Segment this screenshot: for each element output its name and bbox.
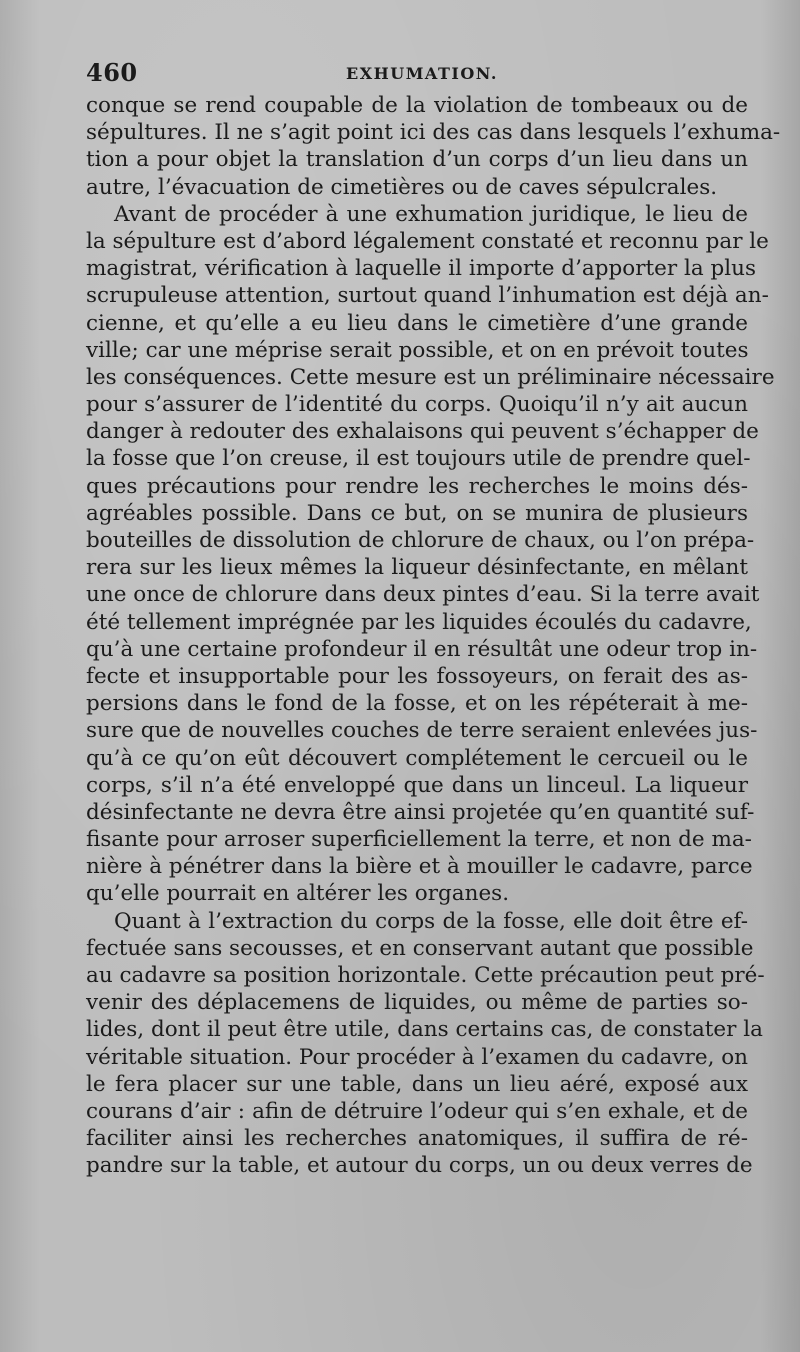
text-line: qu’à une certaine profondeur il en résultât une odeur trop in- — [86, 636, 758, 662]
text-line: agréables possible. Dans ce but, on se munira de plusieurs — [86, 500, 748, 526]
text-line: fisante pour arroser superficiellement la terre, et non de ma- — [86, 827, 752, 853]
text-line: conque se rend coupable de la violation de tombeaux ou de — [86, 93, 748, 118]
running-head — [86, 58, 748, 90]
text-line: qu’elle pourrait en altérer les organes. — [86, 881, 510, 907]
text-line: Quant à l’extraction du corps de la fosse, elle doit être ef- — [114, 908, 748, 934]
text-line: scrupuleuse attention, surtout quand l’inhumation est déjà an- — [86, 283, 769, 309]
text-line: tion a pour objet la translation d’un corps d’un lieu dans un — [86, 147, 748, 173]
text-line: été tellement imprégnée par les liquides écoulés du cadavre, — [86, 609, 752, 635]
body-text — [86, 92, 781, 1180]
text-line: magistrat, vérification à laquelle il importe d’apporter la plus — [86, 256, 756, 282]
text-line: ville; car une méprise serait possible, et on en prévoit toutes — [86, 337, 749, 363]
text-line: les conséquences. Cette mesure est un préliminaire nécessaire — [86, 364, 775, 390]
text-line: nière à pénétrer dans la bière et à mouiller le cadavre, parce — [86, 854, 753, 880]
text-line: qu’à ce qu’on eût découvert complétement le cercueil ou le — [86, 745, 748, 771]
text-line: faciliter ainsi les recherches anatomiques, il suffira de ré- — [86, 1126, 748, 1152]
text-line: Avant de procéder à une exhumation juridique, le lieu de — [114, 201, 748, 227]
text-line: fectuée sans secousses, et en conservant autant que possible — [86, 935, 754, 961]
text-line: sure que de nouvelles couches de terre seraient enlevées jus- — [86, 718, 758, 744]
text-line: fecte et insupportable pour les fossoyeurs, on ferait des as- — [86, 663, 748, 689]
text-line: venir des déplacemens de liquides, ou même de parties so- — [86, 990, 748, 1016]
text-line: au cadavre sa position horizontale. Cette précaution peut pré- — [86, 963, 765, 988]
text-line: pour s’assurer de l’identité du corps. Quoiqu’il n’y ait aucun — [86, 392, 748, 418]
running-title: EXHUMATION. — [346, 64, 498, 83]
text-line: cienne, et qu’elle a eu lieu dans le cimetière d’une grande — [86, 310, 748, 336]
text-line: une once de chlorure dans deux pintes d’eau. Si la terre avait — [86, 582, 760, 608]
text-line: rera sur les lieux mêmes la liqueur désinfectante, en mêlant — [86, 555, 748, 581]
text-line: bouteilles de dissolution de chlorure de chaux, ou l’on prépa- — [86, 528, 755, 553]
text-line: pandre sur la table, et autour du corps, un ou deux verres de — [86, 1153, 753, 1179]
text-line: persions dans le fond de la fosse, et on les répéterait à me- — [86, 691, 748, 717]
text-line: sépultures. Il ne s’agit point ici des cas dans lesquels l’exhuma- — [86, 120, 781, 146]
text-line: danger à redouter des exhalaisons qui peuvent s’échapper de — [86, 419, 759, 445]
text-line: ques précautions pour rendre les recherches le moins dés- — [86, 473, 748, 499]
text-line: autre, l’évacuation de cimetières ou de caves sépulcrales. — [86, 174, 718, 200]
text-line: la sépulture est d’abord légalement constaté et reconnu par le — [86, 228, 769, 254]
text-line: la fosse que l’on creuse, il est toujours utile de prendre quel- — [86, 446, 751, 472]
text-line: corps, s’il n’a été enveloppé que dans un linceul. La liqueur — [86, 772, 748, 798]
text-line: véritable situation. Pour procéder à l’examen du cadavre, on — [86, 1044, 749, 1070]
page-number: 460 — [86, 58, 138, 87]
text-line: courans d’air : afin de détruire l’odeur qui s’en exhale, et de — [86, 1098, 748, 1124]
text-line: le fera placer sur une table, dans un lieu aéré, exposé aux — [86, 1071, 748, 1097]
text-line: lides, dont il peut être utile, dans certains cas, de constater la — [86, 1017, 763, 1043]
text-line: désinfectante ne devra être ainsi projetée qu’en quantité suf- — [86, 799, 755, 825]
